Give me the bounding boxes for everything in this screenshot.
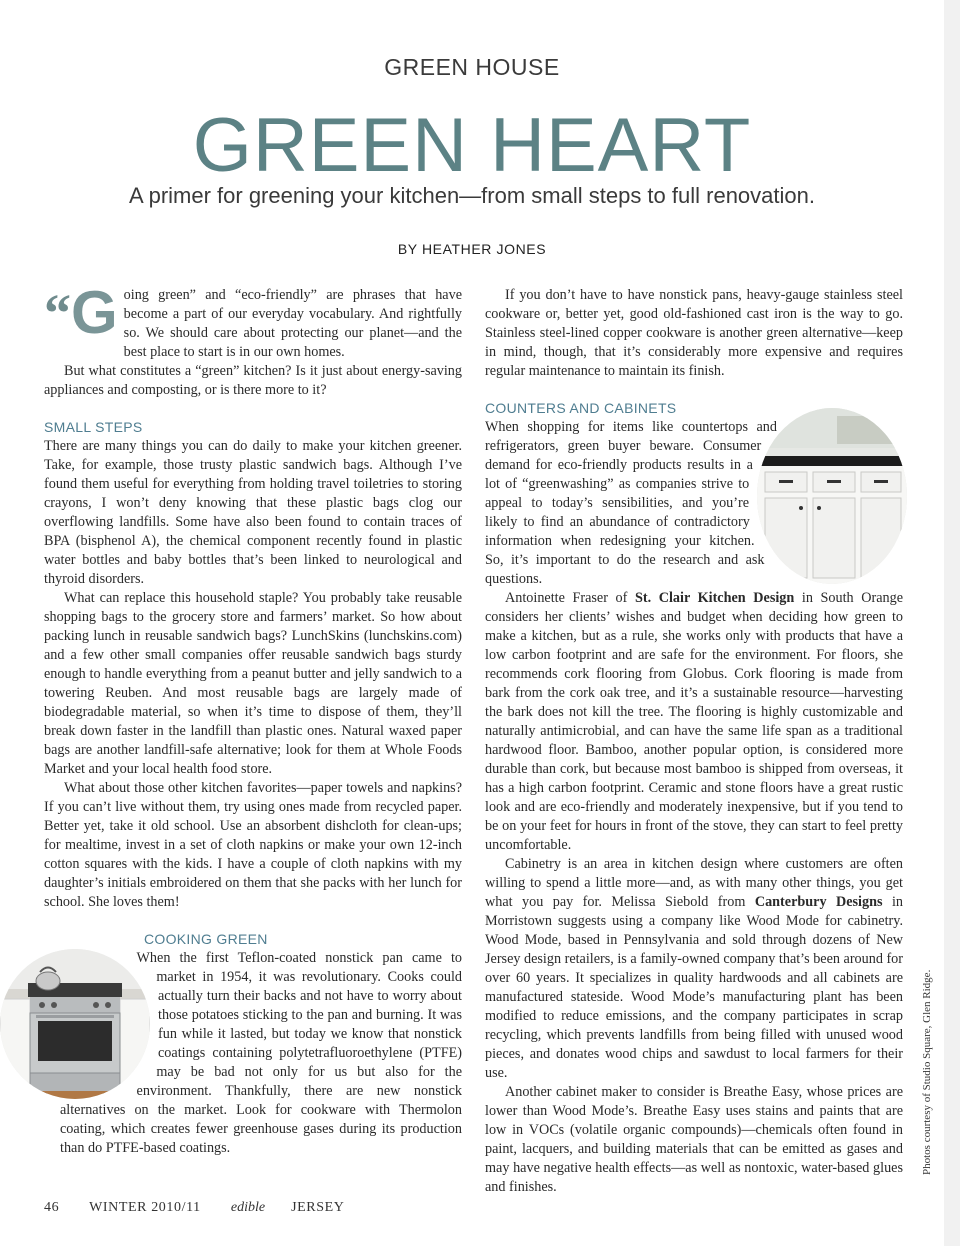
body-text: in Morristown suggests using a company like Wood Mode for cabinetry. Wood Mode, based in Pennsylvania and sold through dozens of New Jersey design retailers, is a family-owned company that’s been around for over 60 years. It specializes in quality hardwoods and all cabinets are manufactured stateside. Wood Mode’s manufacturing plant has been modified to reduce emissions, and the company participates in scrap recycling, which prevents landfills from being filled with unused wood pieces, and donates wood chips and sawdust to local farmers for their use.: [485, 894, 904, 1081]
body-paragraph: What can replace this household staple? You probably take reusable shopping bags to the grocery store and farmers’ market. So how about packing lunch in reusable sandwich bags? LunchSkins (lunchskins.com) and a few other small companies offer reusable sandwich bags sturdy enough to handle everything from a peanut butter and jelly sandwich to a towering Reuben. And most reusable bags are largely made of biodegradable material, so when it’s time to dispose of them, they’ll break down faster in the landfill than plastic ones. Natural waxed paper bags are another landfill-safe alternative; look for them at Whole Foods Market and your local health food store.: [44, 590, 462, 777]
company-name: Canterbury Designs: [754, 894, 883, 910]
right-column: [485, 286, 903, 1197]
body-paragraph: There are many things you can do daily to make your kitchen greener. Take, for example, those trusty plastic sandwich bags. Although I’ve found them useful for everything from holding travel toiletries to storing crayons, I won’t deny knowing that these plastic bags clog our overflowing landfills. Some have also been found to contain traces of BPA (bisphenol A), the chemical component recently found in plastic water bottles and baby bottles that’s been linked to neurological and thyroid disorders.: [44, 438, 462, 587]
magazine-prefix: edible: [230, 1200, 266, 1215]
section-heading-small-steps: SMALL STEPS: [44, 419, 143, 435]
cabinets-photo: [757, 408, 907, 584]
intro-paragraph: oing green” and “eco-friendly” are phrases that have become a part of our everyday vocabulary. And rightfully so. We should care about protecting our planet—and the best place to start is in our own homes.: [123, 287, 462, 360]
stove-photo: [0, 949, 150, 1099]
article-subtitle: A primer for greening your kitchen—from small steps to full renovation.: [129, 183, 815, 208]
section-heading-cooking-green: COOKING GREEN: [144, 931, 268, 947]
body-paragraph: [485, 855, 903, 1083]
drop-cap-letter: G: [71, 279, 118, 346]
left-column: [44, 279, 462, 1158]
body-paragraph: When the first Teflon-coated nonstick pan came to market in 1954, it was revolutionary. Cooks could actually turn their backs and not have to worry about those potatoes sticking to the pan and burning. It was fun while it lasted, but today we know that nonstick coatings containing polytetrafluoroethylene (PTFE) may be bad not only for us but also for the environment. Thankfully, there are new nonstick alternatives on the market. Look for cookware with Thermolon coating, which creates fewer greenhouse gases during its production than do PTFE-based coatings.: [60, 950, 462, 1156]
body-text: Antoinette Fraser of: [505, 590, 635, 606]
body-paragraph: When shopping for items like countertops and refrigerators, green buyer beware. Consumer demand for eco-friendly products results in a lot of “greenwashing” as companies strive to appeal to today’s sensibilities, and you’re likely to find an abundance of contradictory information when redesigning your kitchen. So, it’s important to do the research and ask questions.: [485, 419, 777, 587]
body-text: in South Orange considers her clients’ wishes and budget when deciding how green to make a kitchen, but as a rule, she works only with products that have a low carbon footprint and are safe for the environment. For floors, she recommends cork flooring from Globus. Cork flooring is made from bark from the cork oak tree, and it’s a sustainable resource—harvesting the bark does not kill the tree. The flooring is highly customizable and naturally antimicrobial, and can have the same life span as a traditional hardwood floor. Bamboo, another popular option, is considered more durable than cork, but because most bamboo is shipped from overseas, it has a high carbon footprint. Ceramic and stone floors have a great rustic look and are eco-friendly and moderately inexpensive, but if you tend to be on your feet for hours in front of the stove, they can start to feel pretty uncomfortable.: [485, 590, 903, 853]
intro-paragraph: But what constitutes a “green” kitchen? Is it just about energy-saving appliances and composting, or is there more to it?: [44, 363, 462, 398]
page-footer: [44, 1200, 396, 1216]
page-number: 46: [44, 1200, 60, 1215]
article-title: GREEN HEART: [192, 103, 752, 188]
magazine-name: [231, 1200, 371, 1215]
byline: BY HEATHER JONES: [397, 241, 547, 257]
issue-date: WINTER 2010/11: [89, 1200, 201, 1215]
drop-cap-quote: “: [44, 283, 71, 343]
section-heading-counters-cabinets: COUNTERS AND CABINETS: [485, 400, 677, 416]
magazine-title: JERSEY: [291, 1200, 345, 1215]
company-name: St. Clair Kitchen Design: [634, 590, 795, 606]
body-paragraph: If you don’t have to have nonstick pans, heavy-gauge stainless steel cookware or, better yet, good old-fashioned cast iron is the way to go. Stainless steel-lined copper cookware is another green alternative—keep in mind, though, that it’s considerably more expensive and requires regular maintenance to maintain its finish.: [485, 287, 903, 379]
body-paragraph: What about those other kitchen favorites—paper towels and napkins? If you can’t live without them, try using ones made from recycled paper. Better yet, take it old school. Use an absorbent dishcloth for clean-ups; for mealtime, invest in a set of cloth napkins or make your own 12-inch cotton squares with the kids. I have a couple of cloth napkins with my daughter’s initials embroidered on them that she packs with her lunch for school. She loves them!: [44, 780, 462, 910]
page-edge: [944, 0, 960, 1246]
photo-credit: Photos courtesy of Studio Square, Glen Ridge.: [921, 969, 933, 1175]
drop-cap: [44, 279, 118, 346]
body-text: Cabinetry is an area in kitchen design where customers are often willing to spend a little more—and, as with many other things, you get what you pay for. Melissa Siebold from: [485, 856, 903, 910]
body-paragraph: Another cabinet maker to consider is Breathe Easy, whose prices are lower than Wood Mode’s. Breathe Easy uses stains and paints that are low in VOCs (volatile organic compounds)—chemicals often found in paint, lacquers, and building materials that can be emitted as gases and may have negative health effects—as well as nontoxic, water-based glues and finishes.: [485, 1084, 903, 1195]
section-label: GREEN HOUSE: [384, 54, 560, 80]
body-paragraph: [485, 589, 903, 855]
